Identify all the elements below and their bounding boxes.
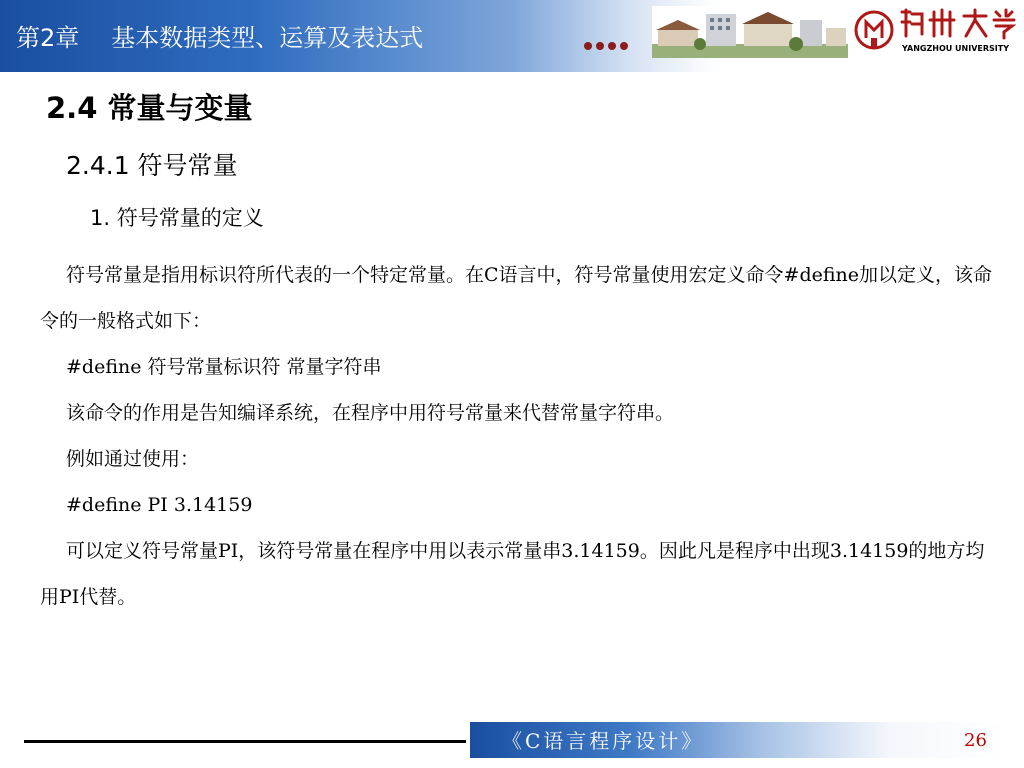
page-number: 26	[964, 730, 987, 751]
chapter-title: 基本数据类型、运算及表达式	[111, 24, 424, 52]
example-code-line: #define PI 3.14159	[66, 494, 253, 516]
chapter-header	[16, 18, 423, 58]
paragraph-example-intro: 例如通过使用：	[66, 448, 200, 470]
university-emblem-icon	[854, 8, 894, 56]
paragraph-purpose: 该命令的作用是告知编译系统，在程序中用符号常量来代替常量字符串。	[66, 402, 675, 424]
chapter-number: 第2章	[16, 24, 80, 52]
section-heading: 2.4 常量与变量	[46, 91, 253, 125]
paragraph-definition: 符号常量是指用标识符所代表的一个特定常量。在C语言中，符号常量使用宏定义命令#define加以定义，该命令的一般格式如下：	[40, 264, 993, 332]
decorative-dots	[584, 42, 632, 50]
university-name-calligraphy	[898, 6, 1016, 40]
book-title: 《C语言程序设计》	[502, 729, 705, 753]
subsection-heading: 2.4.1 符号常量	[66, 151, 238, 180]
university-logo	[854, 6, 1020, 62]
item-heading: 1. 符号常量的定义	[90, 206, 264, 230]
syntax-line: #define 符号常量标识符 常量字符串	[66, 356, 382, 378]
paragraph-explanation: 可以定义符号常量PI，该符号常量在程序中用以表示常量串3.14159。因此凡是程序中出现3.14159的地方均用PI代替。	[40, 540, 985, 608]
campus-buildings-image	[652, 6, 848, 58]
university-name-english: YANGZHOU UNIVERSITY	[902, 44, 1010, 53]
body-content	[40, 252, 1002, 620]
footer-divider	[24, 740, 466, 743]
